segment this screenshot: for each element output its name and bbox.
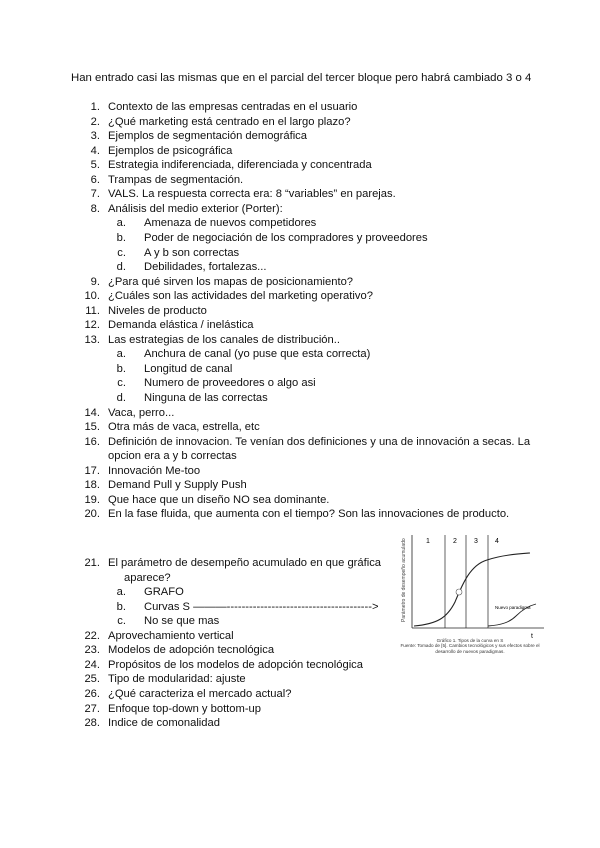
item-text: ¿Qué caracteriza el mercado actual? (108, 687, 292, 700)
item-number: a. (116, 217, 126, 230)
phase-label-2: 2 (453, 538, 457, 545)
item-text: Demanda elástica / inelástica (108, 319, 254, 332)
item-number: 6. (90, 173, 100, 186)
inflection-marker (456, 589, 462, 595)
item-text: VALS. La respuesta correcta era: 8 “variables” en parejas. (108, 188, 396, 201)
figure-caption-title: Gráfico 1. Tipos de la curva en S (436, 638, 504, 643)
item-number: 18. (84, 479, 100, 492)
item-text: ¿Cuáles son las actividades del marketing operativo? (108, 290, 373, 303)
item-number: a. (116, 586, 126, 599)
item-text: Indice de comonalidad (108, 717, 220, 730)
item-text: Estrategia indiferenciada, diferenciada y concentrada (108, 159, 372, 172)
item-text: ¿Para qué sirven los mapas de posicionamiento? (108, 275, 354, 288)
item-number: 26. (84, 687, 100, 700)
item-number: 13. (84, 333, 100, 346)
item-number: 16. (84, 435, 100, 448)
item-number: 5. (90, 159, 100, 172)
item-number: c. (117, 615, 126, 628)
item-number: 11. (85, 304, 100, 317)
s-curve-chart (392, 530, 548, 640)
item-text: Análisis del medio exterior (Porter): (108, 202, 283, 215)
item-number: c. (117, 377, 126, 390)
item-text: Las estrategias de los canales de distribución.. (108, 333, 340, 346)
item-number: 12. (84, 319, 100, 332)
item-text: aparece? (124, 571, 171, 584)
item-text: Niveles de producto (108, 304, 207, 317)
item-text: Propósitos de los modelos de adopción tecnológica (108, 658, 363, 671)
s-curve-figure (392, 530, 548, 655)
item-number: c. (117, 246, 126, 259)
item-text: Debilidades, fortalezas... (144, 261, 267, 274)
figure-caption (392, 638, 548, 654)
item-text: Vaca, perro... (108, 406, 175, 419)
figure-caption-source: Fuente: Tomado de [5]. Cambios tecnológicos y sus efectos sobre el desarrollo de nuevos paradigmas. (400, 643, 540, 654)
item-number: d. (116, 261, 126, 274)
item-text: Aprovechamiento vertical (108, 629, 234, 642)
item-text: Ejemplos de segmentación demográfica (108, 130, 307, 143)
item-text: Numero de proveedores o algo asi (144, 377, 316, 390)
item-text: opcion era a y b correctas (108, 450, 237, 463)
item-text: Poder de negociación de los compradores y proveedores (144, 231, 428, 244)
item-number: b. (116, 362, 126, 375)
item-number: 9. (90, 275, 100, 288)
item-text: Anchura de canal (yo puse que esta correcta) (144, 348, 371, 361)
item-number: 22. (84, 629, 100, 642)
x-axis-label: t (531, 633, 533, 640)
item-number: 14. (84, 406, 100, 419)
item-number: d. (116, 392, 126, 404)
phase-label-3: 3 (474, 538, 478, 545)
item-number: 27. (84, 702, 100, 715)
y-axis-label: Parámetro de desempeño acumulado (401, 538, 407, 622)
item-text: Innovación Me-too (108, 464, 201, 477)
item-number: b. (116, 600, 126, 613)
item-number: 17. (84, 464, 100, 477)
item-number: 2. (90, 115, 100, 128)
item-text: Tipo de modularidad: ajuste (108, 673, 246, 686)
item-text: Trampas de segmentación. (108, 173, 244, 186)
item-text: No se que mas (144, 615, 220, 628)
item-text: ¿Qué marketing está centrado en el largo plazo? (108, 115, 351, 128)
item-number: 24. (84, 658, 100, 671)
item-number: 4. (90, 144, 100, 157)
item-number: 8. (90, 202, 100, 215)
item-text: Longitud de canal (144, 362, 233, 375)
item-text: Otra más de vaca, estrella, etc (108, 421, 260, 434)
item-text: Que hace que un diseño NO sea dominante. (108, 493, 330, 506)
item-number: 25. (84, 673, 100, 686)
item-text: Curvas S ———---------------------------------------> (144, 600, 379, 613)
item-text: Enfoque top-down y bottom-up (108, 702, 261, 715)
item-text: Contexto de las empresas centradas en el usuario (108, 101, 358, 113)
item-number: 19. (84, 493, 100, 506)
item-text: Amenaza de nuevos competidores (144, 217, 317, 230)
item-text: Ninguna de las correctas (144, 392, 268, 404)
item-number: 3. (90, 130, 100, 143)
item-number: 20. (84, 508, 100, 521)
item-text: Demand Pull y Supply Push (108, 479, 247, 492)
phase-label-1: 1 (426, 538, 430, 545)
item-number: 23. (84, 644, 100, 657)
item-text: Definición de innovacion. Te venían dos definiciones y una de innovación a secas. La (108, 435, 531, 448)
item-number: 28. (84, 717, 100, 730)
item-text: El parámetro de desempeño acumulado en que gráfica (108, 557, 382, 569)
item-number: a. (116, 348, 126, 361)
item-text: En la fase fluida, que aumenta con el tiempo? Son las innovaciones de producto. (108, 508, 510, 521)
item-text: Ejemplos de psicográfica (108, 144, 233, 157)
new-paradigm-label: Nuevo paradigma (495, 605, 531, 610)
item-number: 7. (90, 188, 100, 201)
item-text: Modelos de adopción tecnológica (108, 644, 275, 657)
intro-text: Han entrado casi las mismas que en el parcial del tercer bloque pero habrá cambiado 3 o 4 (71, 72, 532, 84)
item-number: 15. (84, 421, 100, 434)
item-text: GRAFO (144, 586, 184, 599)
item-number: 1. (90, 101, 100, 113)
item-number: 10. (84, 290, 100, 303)
phase-label-4: 4 (495, 538, 499, 545)
item-number: 21. (84, 557, 100, 569)
item-text: A y b son correctas (144, 246, 240, 259)
s-curve-line (414, 553, 530, 626)
item-number: b. (116, 231, 126, 244)
